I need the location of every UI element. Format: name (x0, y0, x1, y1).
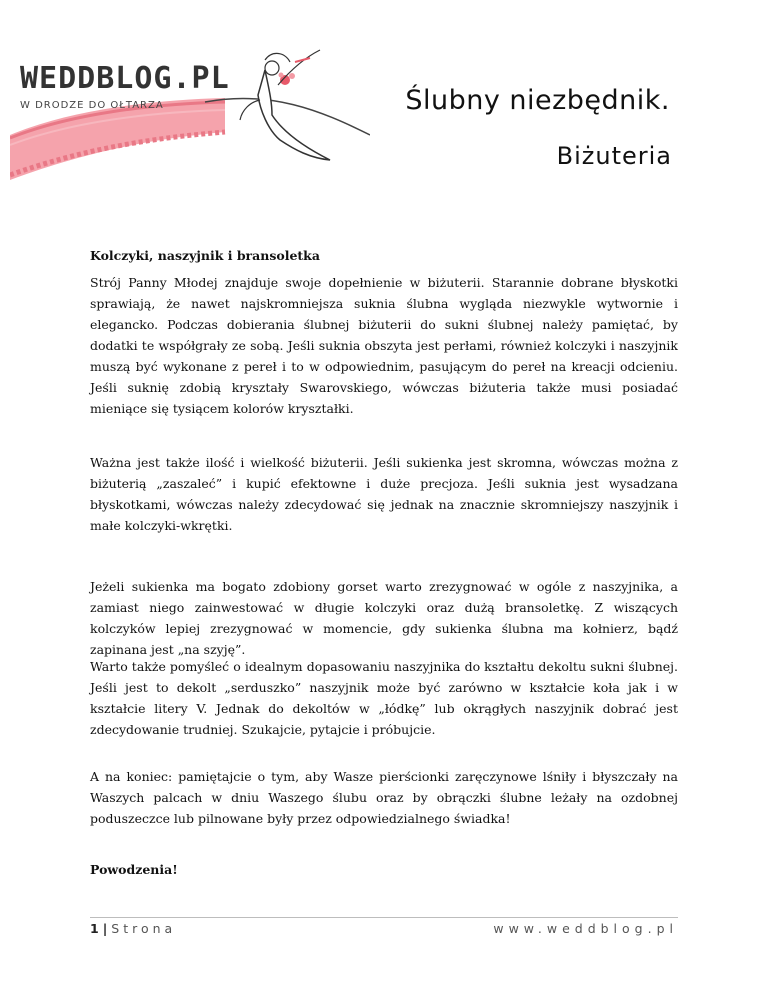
paragraph-3: Jeżeli sukienka ma bogato zdobiony gorset warto zrezygnować w ogóle z naszyjnika, a zamiast niego zainwestować w długie kolczyki oraz dużą bransoletkę. Z wiszących kolczyków lepiej zrezygnować w momencie, gdy sukienka ślubna ma kołnierz, bądź zapinana jest „na szyję”. (90, 579, 678, 657)
paragraph-5: A na koniec: pamiętajcie o tym, aby Wasze pierścionki zaręczynowe lśniły i błyszczały na Waszych palcach w dniu Waszego ślubu oraz by obrączki ślubne leżały na ozdobnej poduszeczce lub pilnowane były przez odpowiedzialnego świadka! (90, 769, 678, 826)
logo-text: WEDDBLOG.PL (20, 61, 230, 96)
footer-separator: | (102, 921, 108, 936)
section-heading: Kolczyki, naszyjnik i bransoletka (90, 248, 320, 263)
page-number: 1 (90, 921, 99, 936)
page-title: Ślubny niezbędnik. (405, 85, 670, 116)
closing-text: Powodzenia! (90, 862, 178, 877)
footer-website[interactable]: www.weddblog.pl (493, 921, 678, 936)
header-logo (10, 40, 370, 190)
paragraph-1: Strój Panny Młodej znajduje swoje dopełnienie w biżuterii. Starannie dobrane błyskotki sprawiają, że nawet najskromniejsza suknia ślubna wygląda niezwykle wytwornie i elegancko. Podczas dobierania ślubnej biżuterii do sukni ślubnej należy pamiętać, by dodatki te współgrały ze sobą. Jeśli suknia obszyta jest perłami, również kolczyki i naszyjnik muszą być wykonane z pereł i to w odpowiednim, pasującym do pereł na kreacji odcieniu. Jeśli suknię zdobią kryształy Swarovskiego, wówczas biżuteria także musi posiadać mieniące się tysiącem kolorów kryształki. (90, 275, 678, 416)
section-heading-wrapper (90, 246, 678, 266)
paragraph-4: Warto także pomyśleć o idealnym dopasowaniu naszyjnika do kształtu dekoltu sukni ślubnej. Jeśli jest to dekolt „serduszko” naszyjnik może być zarówno w kształcie koła jak i w kształcie litery V. Jednak do dekoltów w „łódkę” lub okrągłych naszyjnik dobrać jest zdecydowanie trudniej. Szukajcie, pytajcie i próbujcie. (90, 659, 678, 737)
page-subtitle: Biżuteria (556, 142, 672, 170)
bride-illustration-icon (10, 40, 370, 190)
page-word: Strona (111, 921, 177, 936)
paragraph-2: Ważna jest także ilość i wielkość biżuterii. Jeśli sukienka jest skromna, wówczas można z biżuterią „zaszaleć” i kupić efektowne i duże precjoza. Jeśli suknia jest wysadzana błyskotkami, wówczas należy zdecydować się jednak na znacznie skromniejszy naszyjnik i małe kolczyki-wkrętki. (90, 455, 678, 533)
footer-divider (90, 917, 678, 918)
footer-page-label (90, 921, 176, 936)
logo-tagline: W DRODZE DO OŁTARZA (20, 100, 164, 111)
